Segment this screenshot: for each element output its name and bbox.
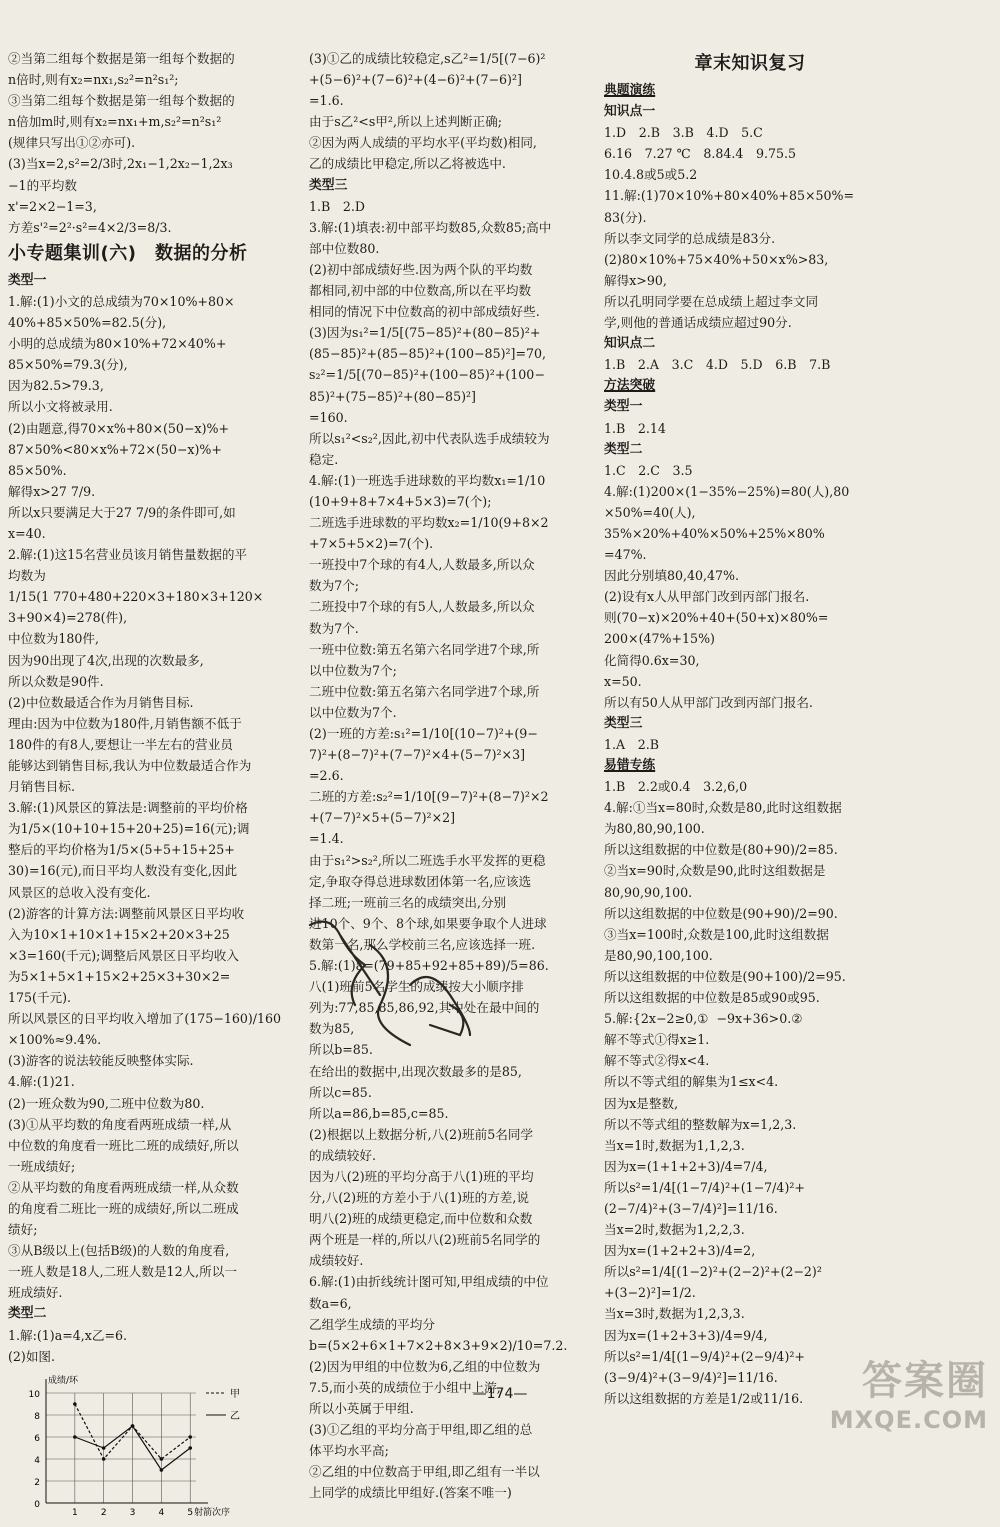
text-line: 所以a=86,b=85,c=85. xyxy=(309,1105,449,1121)
text-line: (3)①乙的成绩比较稳定,s乙²=1/5[(7−6)² xyxy=(309,51,546,66)
text-line: 所以s₁²<s₂²,因此,初中代表队选手成绩较为 xyxy=(309,430,550,446)
text-line: s₂²=1/5[(70−85)²+(100−85)²+(100− xyxy=(309,367,545,383)
text-line: 6.16 7.27 ℃ 8.84.4 9.75.5 xyxy=(604,146,797,162)
text-line: 所以s²=1/4[(1−9/4)²+(2−9/4)²+ xyxy=(604,1348,805,1364)
text-line: 80,90,90,100. xyxy=(604,884,693,900)
text-line: =47%. xyxy=(604,547,647,563)
text-line: 3+90×4)=278(件), xyxy=(8,610,128,626)
text-line: 中位数的角度看一班比二班的成绩好,所以 xyxy=(8,1137,239,1153)
text-line: 择二班;一班前三名的成绩突出,分别 xyxy=(309,894,507,910)
chapter-review-title: 章末知识复习 xyxy=(694,53,806,74)
text-line: 上同学的成绩比甲组好.(答案不唯一) xyxy=(309,1485,512,1501)
method-label: 方法突破 xyxy=(604,378,656,394)
text-line: 所以小英属于甲组. xyxy=(309,1401,414,1416)
text-line: 1/15(1 770+480+220×3+180×3+120× xyxy=(8,589,264,605)
text-line: 4.解:(1)21. xyxy=(8,1074,75,1090)
yicuo-block xyxy=(604,776,896,1409)
text-line: 所以c=85. xyxy=(309,1084,372,1100)
text-line: −1的平均数 xyxy=(8,177,77,193)
text-line: (10+9+8+7×4+5×3)=7(个); xyxy=(309,493,492,509)
section-title-small-topic: 小专题集训(六) 数据的分析 xyxy=(8,242,248,264)
text-line: (3)①从平均数的角度看两班成绩一样,从 xyxy=(8,1116,232,1132)
text-line: 解得x>27 7/9. xyxy=(8,483,96,499)
text-line: 一班人数是18人,二班人数是12人,所以一 xyxy=(8,1264,237,1280)
text-line: 因此分别填80,40,47%. xyxy=(604,568,740,584)
text-line: 二班的方差:s₂²=1/10[(9−7)²+(8−7)²×2 xyxy=(309,789,549,805)
part1-block xyxy=(309,48,598,175)
y-tick-label: 8 xyxy=(34,1411,40,1422)
text-line: ×3=160(千元);调整后风景区日平均收入 xyxy=(8,947,239,963)
text-line: +(7−7)²×5+(5−7)²×2] xyxy=(309,810,456,826)
text-line: 列为:77,85,85,86,92,其中处在最中间的 xyxy=(309,1000,540,1016)
text-line: 所以这组数据的中位数是(90+90)/2=90. xyxy=(604,905,838,921)
text-line: (3−9/4)²+(3−9/4)²]=11/16. xyxy=(604,1369,778,1385)
text-line: 均数为 xyxy=(8,568,46,584)
text-line: 3.解:(1)填表:初中部平均数85,众数85;高中 xyxy=(309,219,552,235)
text-line: 数第一名,那么学校前三名,应该选择一班. xyxy=(309,936,536,952)
yicuo-label: 易错专练 xyxy=(604,758,656,773)
text-line: 月销售目标. xyxy=(8,779,75,795)
text-line: 30)=16(元),而日平均人数没有变化,因此 xyxy=(8,863,238,879)
text-line: 的成绩较好. xyxy=(309,1147,376,1163)
text-line: 所以李文同学的总成绩是83分. xyxy=(604,230,776,246)
text-line: 1.B 2.14 xyxy=(604,420,666,436)
text-line: 5.解:(1)a=(79+85+92+85+89)/5=86. xyxy=(309,958,549,974)
text-line: 10.4.8或5或5.2 xyxy=(604,167,698,183)
page-number: —174— xyxy=(472,1386,528,1402)
text-line: 二班选手进球数的平均数x₂=1/10(9+8×2 xyxy=(309,515,549,531)
text-line: ×50%=40(人), xyxy=(604,504,696,520)
m-type1-block xyxy=(604,418,896,439)
text-line: 定,争取夺得总进球数团体第一名,应该选 xyxy=(309,873,532,889)
text-line: (2)设有x人从甲部门改到丙部门报名. xyxy=(604,589,810,605)
y-tick-label: 6 xyxy=(34,1433,40,1444)
text-line: (规律只写出①②亦可). xyxy=(8,135,136,151)
text-line: ②因为两人成绩的平均水平(平均数)相同, xyxy=(309,135,537,151)
text-line: 二班投中7个球的有5人,人数最多,所以众 xyxy=(309,599,535,615)
x-tick-label: 4 xyxy=(158,1507,165,1518)
legend-label: 甲 xyxy=(230,1388,240,1400)
text-line: ②从平均数的角度看两班成绩一样,从众数 xyxy=(8,1179,239,1195)
text-line: 都相同,初中部的中位数高,所以在平均数 xyxy=(309,283,532,299)
text-line: =1.4. xyxy=(309,831,344,847)
data-point xyxy=(102,1457,106,1461)
text-line: 7)²+(8−7)²+(7−7)²×4+(5−7)²×3] xyxy=(309,747,526,763)
data-point xyxy=(160,1457,164,1461)
text-line: (2)80×10%+75×40%+50×x%>83, xyxy=(604,251,829,267)
text-line: 在给出的数据中,出现次数最多的是85, xyxy=(309,1063,522,1079)
text-line: (2−7/4)²+(3−7/4)²]=11/16. xyxy=(604,1200,778,1216)
text-line: (2)一班的方差:s₁²=1/10[(10−7)²+(9− xyxy=(309,726,538,741)
text-line: +(3−2)²]=1/2. xyxy=(604,1285,696,1301)
text-line: 解不等式①得x≥1. xyxy=(604,1032,710,1048)
text-line: n倍加m时,则有x₂=nx₁+m,s₂²=n²s₁² xyxy=(8,114,222,130)
data-point xyxy=(73,1435,77,1439)
text-line: 以中位数为7个; xyxy=(309,662,397,678)
text-line: 化简得0.6x=30, xyxy=(604,652,700,668)
text-line: 小明的总成绩为80×10%+72×40%+ xyxy=(8,336,227,352)
text-line: 所以s²=1/4[(1−2)²+(2−2)²+(2−2)² xyxy=(604,1264,822,1280)
text-line: 两个班是一样的,所以八(2)班前5名同学的 xyxy=(309,1232,541,1248)
text-line: ③从B级以上(包括B级)的人数的角度看, xyxy=(8,1243,230,1259)
text-line: 85×50%. xyxy=(8,462,67,478)
text-line: 所以这组数据的中位数是(80+90)/2=85. xyxy=(604,842,838,858)
text-line: +7×5+5×2)=7(个). xyxy=(309,536,434,552)
text-line: 进10个、9个、8个球,如果要争取个人进球 xyxy=(309,915,547,931)
text-line: ③当第二组每个数据是第一组每个数据的 xyxy=(8,93,235,109)
text-line: 当x=2时,数据为1,2,2,3. xyxy=(604,1222,745,1238)
legend-label: 乙 xyxy=(230,1410,240,1422)
text-line: =2.6. xyxy=(309,768,344,784)
text-line: 所以这组数据的中位数是85或90或95. xyxy=(604,990,820,1006)
type1-label: 类型一 xyxy=(8,272,47,288)
text-line: (2)初中部成绩好些.因为两个队的平均数 xyxy=(309,261,533,277)
text-line: 5.解:{2x−2≥0,① −9x+36>0.② xyxy=(604,1011,803,1027)
column-left xyxy=(8,48,300,1527)
text-line: 由于s₁²>s₂²,所以二班选手水平发挥的更稳 xyxy=(309,852,546,868)
text-line: x=40. xyxy=(8,525,46,541)
data-point xyxy=(188,1446,192,1450)
text-line: 所以这组数据的中位数是(90+100)/2=95. xyxy=(604,968,846,984)
text-line: n倍时,则有x₂=nx₁,s₂²=n²s₁²; xyxy=(8,72,179,88)
text-line: 因为90出现了4次,出现的次数最多, xyxy=(8,652,204,668)
part2-block xyxy=(309,196,598,1504)
text-line: =160. xyxy=(309,409,348,425)
text-line: 数为85, xyxy=(309,1021,355,1037)
text-line: 学,则他的普通话成绩应超过90分. xyxy=(604,315,792,331)
x-tick-label: 1 xyxy=(71,1507,78,1518)
text-line: 85×50%=79.3(分), xyxy=(8,357,128,373)
text-line: 当x=3时,数据为1,2,3,3. xyxy=(604,1306,745,1322)
data-point xyxy=(73,1402,77,1406)
handwriting-scribble xyxy=(300,905,500,1075)
text-line: 1.D 2.B 3.B 4.D 5.C xyxy=(604,125,763,141)
watermark-logo-text: 答案圈 xyxy=(862,1358,988,1404)
data-point xyxy=(160,1468,164,1472)
type3-label: 类型三 xyxy=(309,177,348,193)
text-line: (2)中位数最适合作为月销售目标. xyxy=(8,694,194,710)
text-line: (3)因为s₁²=1/5[(75−85)²+(80−85)²+ xyxy=(309,325,541,341)
y-tick-label: 0 xyxy=(34,1499,40,1510)
text-line: 4.解:①当x=80时,众数是80,此时这组数据 xyxy=(604,800,842,816)
text-line: 数为7个; xyxy=(309,578,360,594)
text-line: 83(分). xyxy=(604,209,647,225)
text-line: 整后的平均价格为1/5×(5+5+15+25+ xyxy=(8,842,235,858)
text-line: 所以小文将被录用. xyxy=(8,399,113,415)
text-line: 175(千元). xyxy=(8,990,72,1006)
text-line: 以中位数为7个. xyxy=(309,704,397,720)
text-line: 180件的有8人,要想让一半左右的营业员 xyxy=(8,736,233,752)
text-line: 因为x=(1+2+2+3)/4=2, xyxy=(604,1243,756,1259)
y-tick-label: 10 xyxy=(28,1389,40,1400)
text-line: 所以x只要满足大于27 7/9的条件即可,如 xyxy=(8,504,236,520)
text-line: 一班投中7个球的有4人,人数最多,所以众 xyxy=(309,557,535,573)
text-line: 所以不等式组的整数解为x=1,2,3. xyxy=(604,1116,797,1132)
text-line: 能够达到销售目标,我认为中位数最适合作为 xyxy=(8,758,252,773)
text-line: 2.解:(1)这15名营业员该月销售量数据的平 xyxy=(8,547,248,563)
text-line: (2)一班众数为90,二班中位数为80. xyxy=(8,1095,205,1111)
text-line: (3)当x=2,s²=2/3时,2x₁−1,2x₂−1,2x₃ xyxy=(8,156,233,172)
text-line: 方差s'²=2²·s²=4×2/3=8/3. xyxy=(8,219,172,235)
text-line: 中位数为180件, xyxy=(8,631,100,647)
text-line: 数为7个. xyxy=(309,620,359,636)
text-line: 成绩较好. xyxy=(309,1253,364,1269)
y-tick-label: 2 xyxy=(34,1477,40,1488)
text-line: ②当第二组每个数据是第一组每个数据的 xyxy=(8,51,235,66)
m-type3-label: 类型三 xyxy=(604,715,643,731)
x-tick-label: 3 xyxy=(129,1507,136,1518)
text-line: 因为八(2)班的平均分高于八(1)班的平均 xyxy=(309,1168,534,1184)
text-line: 所以孔明同学要在总成绩上超过李文同 xyxy=(604,293,819,309)
text-line: 体平均水平高; xyxy=(309,1443,389,1459)
text-line: (3)游客的说法较能反映整体实际. xyxy=(8,1053,194,1069)
text-line: (2)如图. xyxy=(8,1348,56,1364)
text-line: 1.B 2.A 3.C 4.D 5.D 6.B 7.B xyxy=(604,357,831,373)
text-line: 所以这组数据的方差是1/2或11/16. xyxy=(604,1390,804,1406)
watermark-url: MXQE.COM xyxy=(829,1406,988,1434)
text-line: 1.解:(1)小文的总成绩为70×10%+80× xyxy=(8,293,235,309)
kp1-label: 知识点一 xyxy=(604,104,656,120)
text-line: 6.解:(1)由折线统计图可知,甲组成绩的中位 xyxy=(309,1274,549,1290)
text-line: 解不等式②得x<4. xyxy=(604,1053,710,1069)
text-line: 所以不等式组的解集为1≤x<4. xyxy=(604,1074,779,1090)
dianti-label: 典题演练 xyxy=(604,83,656,98)
data-point xyxy=(102,1446,106,1450)
text-line: x=50. xyxy=(604,673,642,689)
text-line: 因为x是整数, xyxy=(604,1095,679,1111)
text-line: 85)²+(75−85)²+(80−85)²] xyxy=(309,388,476,404)
text-line: 八(1)班前5名学生的成绩按大小顺序排 xyxy=(309,979,524,995)
text-line: 入为10×1+10×1+15×2+20×3+25 xyxy=(8,926,230,942)
text-line: 当x=1时,数据为1,1,2,3. xyxy=(604,1137,745,1153)
intro-block xyxy=(8,48,300,238)
text-line: 的角度看二班比一班的成绩好,所以二班成 xyxy=(8,1200,239,1216)
m-type3-block xyxy=(604,734,896,755)
text-line: ②乙组的中位数高于甲组,即乙组有一半以 xyxy=(309,1464,540,1480)
text-line: 35%×20%+40%×50%+25%×80% xyxy=(604,525,825,541)
type1-block xyxy=(8,291,300,1304)
text-line: 所以b=85. xyxy=(309,1042,373,1058)
x-tick-label: 5 xyxy=(187,1507,194,1518)
text-line: 稳定. xyxy=(309,451,339,467)
m-type1-label: 类型一 xyxy=(604,399,643,415)
text-line: 数a=6, xyxy=(309,1295,352,1311)
text-line: 因为x=(1+1+2+3)/4=7/4, xyxy=(604,1158,768,1174)
text-line: 所以风景区的日平均收入增加了(175−160)/160 xyxy=(8,1011,282,1027)
text-line: ③当x=100时,众数是100,此时这组数据 xyxy=(604,926,829,942)
text-line: 风景区的总收入没有变化. xyxy=(8,884,151,900)
m-type2-label: 类型二 xyxy=(604,441,643,457)
text-line: 因为x=(1+2+3+3)/4=9/4, xyxy=(604,1327,768,1343)
text-line: 明八(2)班的成绩更稳定,而中位数和众数 xyxy=(309,1211,533,1227)
text-line: 一班成绩好; xyxy=(8,1158,76,1174)
type2-block xyxy=(8,1325,300,1367)
text-line: 40%+85×50%=82.5(分), xyxy=(8,315,167,331)
text-line: (2)由题意,得70×x%+80×(50−x)%+ xyxy=(8,420,230,436)
text-line: 二班中位数:第五名第六名同学进7个球,所 xyxy=(309,683,540,699)
text-line: (2)根据以上数据分析,八(2)班前5名同学 xyxy=(309,1126,534,1142)
text-line: 乙组学生成绩的平均分 xyxy=(309,1316,435,1332)
text-line: +(5−6)²+(7−6)²+(4−6)²+(7−6)²] xyxy=(309,72,522,88)
text-line: (3)①乙组的平均分高于甲组,即乙组的总 xyxy=(309,1422,533,1438)
text-line: 分,八(2)班的方差小于八(1)班的方差,说 xyxy=(309,1190,529,1206)
x-tick-label: 2 xyxy=(100,1507,107,1518)
kp2-block xyxy=(604,354,896,375)
type2-label: 类型二 xyxy=(8,1306,47,1322)
text-line: 1.解:(1)a=4,x乙=6. xyxy=(8,1327,128,1343)
x-axis-label: 射箭次序 xyxy=(194,1507,231,1518)
text-line: 所以有50人从甲部门改到丙部门报名. xyxy=(604,694,813,710)
data-point xyxy=(188,1435,192,1439)
kp1-block xyxy=(604,122,896,333)
text-line: 部中位数80. xyxy=(309,240,380,256)
text-line: (85−85)²+(85−85)²+(100−85)²]=70, xyxy=(309,346,547,362)
text-line: 则(70−x)×20%+40+(50+x)×80%= xyxy=(604,610,829,626)
text-line: 是80,90,100,100. xyxy=(604,947,713,963)
text-line: 因为82.5>79.3, xyxy=(8,378,104,394)
text-line: =1.6. xyxy=(309,93,344,109)
text-line: ×100%≈9.4%. xyxy=(8,1032,102,1048)
y-tick-label: 4 xyxy=(34,1455,40,1466)
text-line: 解得x>90, xyxy=(604,272,667,288)
text-line: 为80,80,90,100. xyxy=(604,821,705,837)
text-line: 1.C 2.C 3.5 xyxy=(604,462,693,478)
column-right xyxy=(604,48,896,1409)
m-type2-block xyxy=(604,460,896,713)
text-line: 1.A 2.B xyxy=(604,736,659,752)
text-line: 为5×1+5×1+15×2+25×3+30×2= xyxy=(8,968,231,984)
text-line: (2)因为甲组的中位数为6,乙组的中位数为 xyxy=(309,1358,541,1374)
text-line: 7.5,而小英的成绩位于小组中上游, xyxy=(309,1379,501,1395)
text-line: 4.解:(1)200×(1−35%−25%)=80(人),80 xyxy=(604,483,850,499)
text-line: 4.解:(1)一班选手进球数的平均数x₁=1/10 xyxy=(309,472,546,488)
text-line: ②当x=90时,众数是90,此时这组数据是 xyxy=(604,863,826,879)
column-middle xyxy=(309,48,598,1503)
text-line: 3.解:(1)风景区的算法是:调整前的平均价格 xyxy=(8,800,248,816)
text-line: b=(5×2+6×1+7×2+8×3+9×2)/10=7.2. xyxy=(309,1337,568,1353)
text-line: 87×50%<80×x%+72×(50−x)%+ xyxy=(8,441,222,457)
y-axis-label: 成绩/环 xyxy=(48,1375,79,1386)
text-line: 理由:因为中位数为180件,月销售额不低于 xyxy=(8,715,242,731)
text-line: 一班中位数:第五名第六名同学进7个球,所 xyxy=(309,641,540,657)
kp2-label: 知识点二 xyxy=(604,336,656,352)
text-line: x'=2×2−1=3, xyxy=(8,198,97,214)
text-line: 相同的情况下中位数高的初中部成绩好些. xyxy=(309,304,540,320)
text-line: 所以s²=1/4[(1−7/4)²+(1−7/4)²+ xyxy=(604,1179,805,1195)
watermark xyxy=(830,1349,988,1434)
text-line: 班成绩好. xyxy=(8,1285,63,1301)
text-line: 乙的成绩比甲稳定,所以乙将被选中. xyxy=(309,156,506,172)
text-line: 由于s乙²<s甲²,所以上述判断正确; xyxy=(309,114,502,130)
text-line: 绩好; xyxy=(8,1222,38,1238)
data-point xyxy=(131,1424,135,1428)
text-line: 11.解:(1)70×10%+80×40%+85×50%= xyxy=(604,188,855,204)
text-line: 所以众数是90件. xyxy=(8,673,104,689)
text-line: 1.B 2.D xyxy=(309,198,365,214)
text-line: 200×(47%+15%) xyxy=(604,631,715,647)
text-line: (2)游客的计算方法:调整前风景区日平均收 xyxy=(8,905,245,921)
text-line: 1.B 2.2或0.4 3.2,6,0 xyxy=(604,779,748,795)
text-line: 为1/5×(10+10+15+20+25)=16(元);调 xyxy=(8,821,250,837)
